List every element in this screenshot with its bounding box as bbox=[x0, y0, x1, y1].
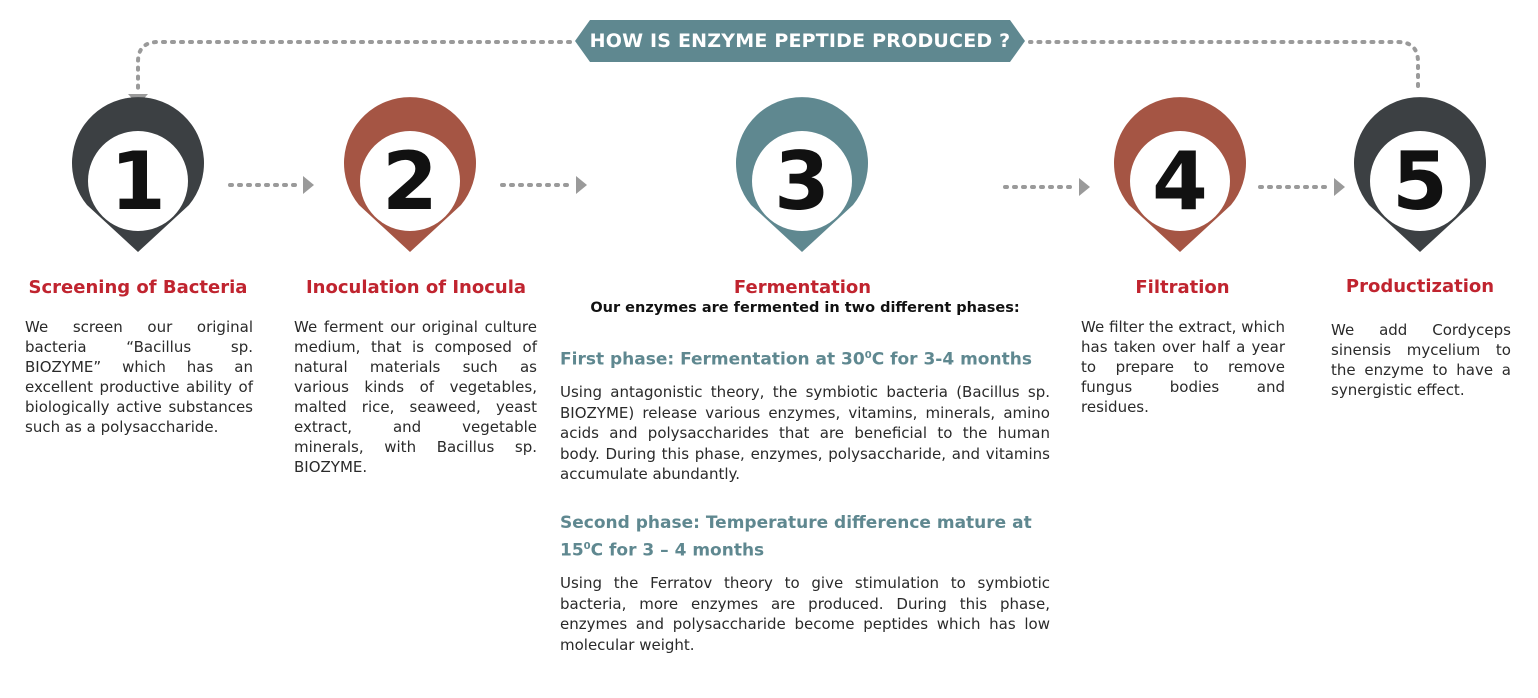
phase-2-title: Second phase: Temperature difference mature at $15^0C$ for 3 – 4 months bbox=[560, 513, 1032, 561]
step-1-title: Screening of Bacteria bbox=[28, 277, 248, 298]
step-4-title: Filtration bbox=[1135, 277, 1230, 298]
step-1-description: We screen our original bacteria “Bacillus sp. BIOZYME” which has an excellent productive ability of biologically active substances such as a polysaccharide. bbox=[25, 318, 253, 436]
step-1-number: 1 bbox=[110, 134, 166, 228]
fermentation-intro: Our enzymes are fermented in two different phases: bbox=[590, 300, 1020, 316]
connector-4-5 bbox=[1260, 178, 1345, 196]
step-2-title: Inoculation of Inocula bbox=[305, 277, 527, 298]
phase-2-description: Using the Ferratov theory to give stimulation to symbiotic bacteria, more enzymes are produced. During this phase, enzymes and polysaccharide become peptides which has low molecular weight. bbox=[560, 574, 1050, 654]
step-3-number: 3 bbox=[774, 134, 830, 228]
connector-3-4 bbox=[1005, 178, 1090, 196]
step-4-description: We filter the extract, which has taken over half a year to prepare to remove fungus bodies and residues. bbox=[1081, 318, 1285, 416]
phase-1-title: First phase: Fermentation at $30^0C$ for 3-4 months bbox=[560, 349, 1032, 370]
connector-1-2 bbox=[230, 176, 314, 194]
step-5-description: We add Cordyceps sinensis mycelium to the enzyme to have a synergistic effect. bbox=[1331, 321, 1511, 399]
loop-connector-left bbox=[138, 42, 570, 90]
loop-connector bbox=[1030, 42, 1418, 86]
page-title: HOW IS ENZYME PEPTIDE PRODUCED ? bbox=[589, 30, 1011, 52]
phase-1-description: Using antagonistic theory, the symbiotic bacteria (Bacillus sp. BIOZYME) release various enzymes, vitamins, minerals, amino acids and polysaccharides that are beneficial to the human body. During this phase, enzymes, polysaccharide, and vitamins accumulate abundantly. bbox=[560, 383, 1050, 483]
step-2-number: 2 bbox=[382, 134, 438, 228]
step-2-description: We ferment our original culture medium, that is composed of natural materials such as various kinds of vegetables, malted rice, seaweed, yeast extract, and vegetable minerals, with Bacillus sp. BIOZYME. bbox=[294, 318, 537, 476]
step-5-number: 5 bbox=[1392, 134, 1448, 228]
connector-2-3 bbox=[502, 176, 587, 194]
step-4-number: 4 bbox=[1152, 134, 1208, 228]
step-5-title: Productization bbox=[1345, 276, 1495, 297]
step-3-title: Fermentation bbox=[733, 277, 872, 298]
